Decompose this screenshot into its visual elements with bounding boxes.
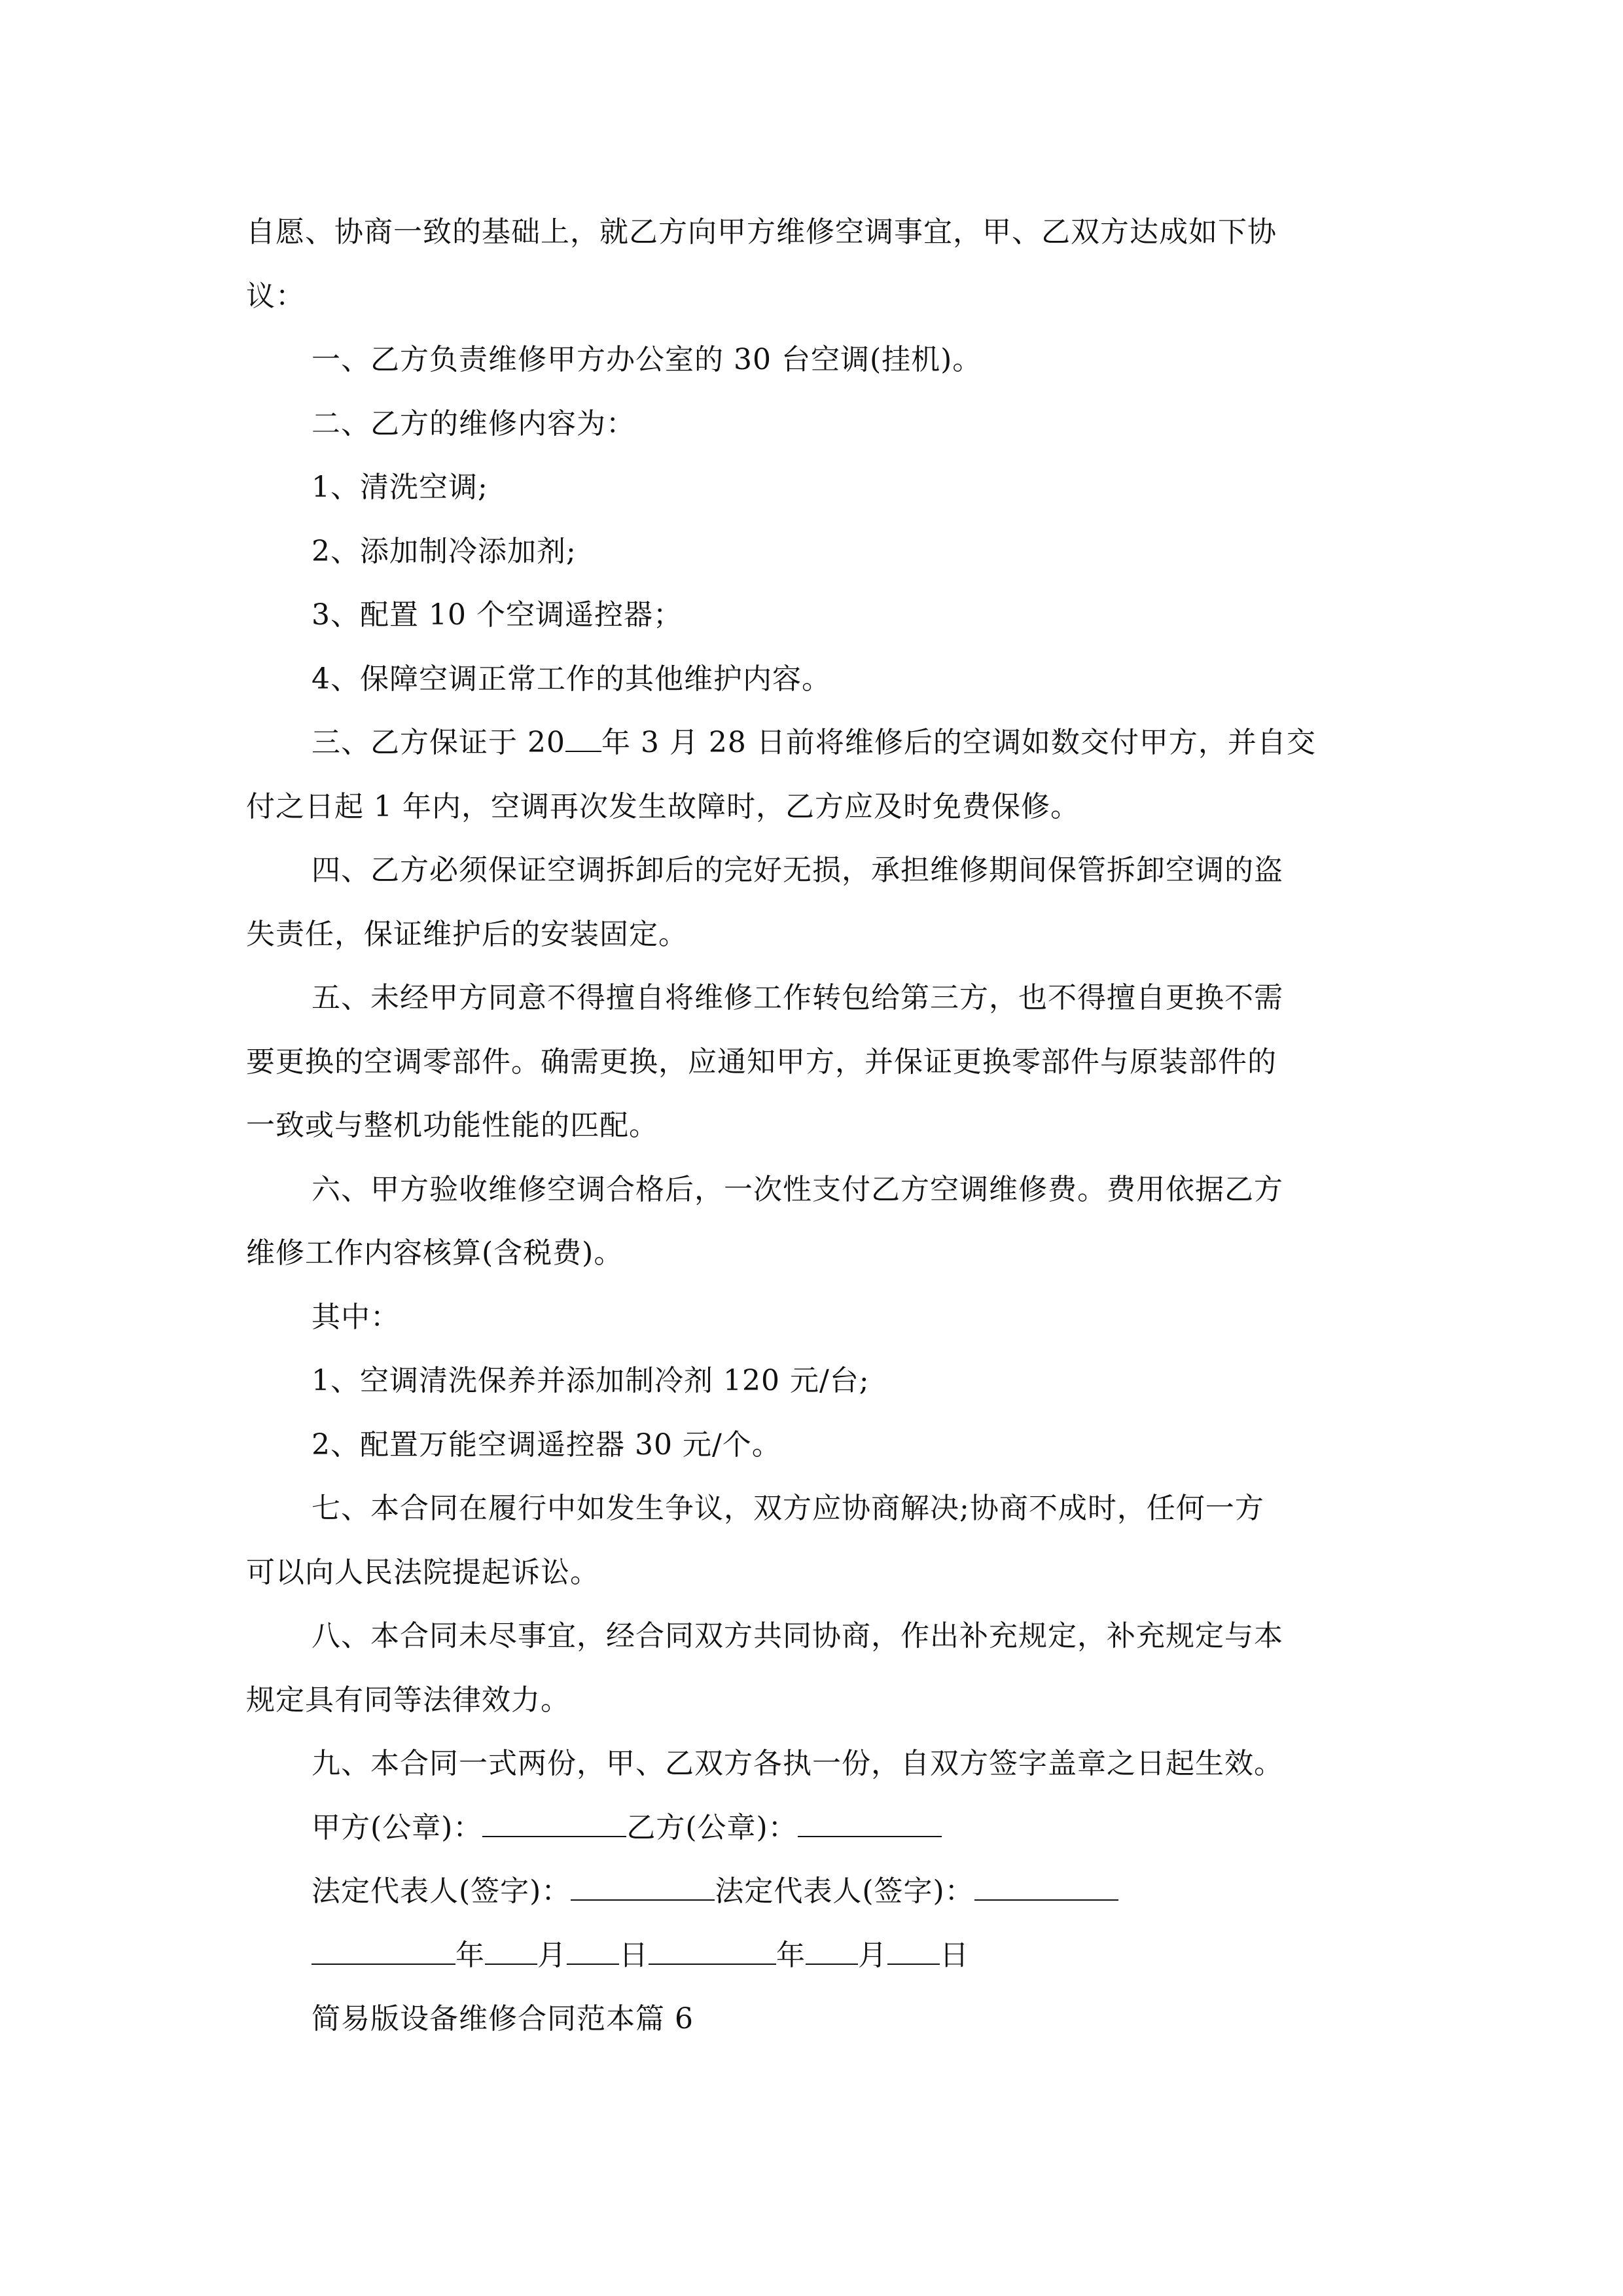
paragraph-line: 规定具有同等法律效力。 — [246, 1683, 570, 1717]
fee-item-1: 1、空调清洗保养并添加制冷剂 120 元/台; — [312, 1364, 870, 1397]
date-a-year-blank[interactable] — [312, 1933, 455, 1964]
year-blank — [565, 721, 601, 752]
rep-b-label: 法定代表人(签字)： — [715, 1874, 974, 1908]
clause-3 — [246, 711, 1398, 775]
clause-3-text-after: 年 3 月 28 日前将维修后的空调如数交付甲方，并自交 — [601, 726, 1316, 759]
clause-2-item-1: 1、清洗空调; — [312, 471, 488, 504]
date-a-day-blank[interactable] — [567, 1933, 619, 1964]
year-label: 年 — [455, 1938, 485, 1972]
clause-2-item-4: 4、保障空调正常工作的其他维护内容。 — [312, 662, 831, 696]
clause-6: 六、甲方验收维修空调合格后，一次性支付乙方空调维修费。费用依据乙方 — [312, 1172, 1283, 1206]
paragraph-line: 一致或与整机功能性能的匹配。 — [246, 1109, 658, 1142]
party-b-seal-label: 乙方(公章)： — [626, 1810, 798, 1844]
date-a-month-blank[interactable] — [485, 1933, 537, 1964]
paragraph-line: 要更换的空调零部件。确需更换，应通知甲方，并保证更换零部件与原装部件的 — [246, 1045, 1277, 1079]
clause-2: 二、乙方的维修内容为： — [312, 406, 635, 440]
fee-item-2: 2、配置万能空调遥控器 30 元/个。 — [312, 1427, 781, 1462]
seal-line — [246, 1796, 1398, 1860]
rep-a-label: 法定代表人(签字)： — [312, 1874, 571, 1908]
clause-3-text-before: 三、乙方保证于 20 — [312, 726, 565, 759]
next-section-title: 简易版设备维修合同范本篇 6 — [312, 2002, 694, 2036]
paragraph-line: 维修工作内容核算(含税费)。 — [246, 1236, 624, 1270]
clause-2-item-3: 3、配置 10 个空调遥控器； — [312, 598, 683, 632]
month-label: 月 — [858, 1938, 887, 1972]
day-label: 日 — [940, 1938, 969, 1972]
clause-1: 一、乙方负责维修甲方办公室的 30 台空调(挂机)。 — [312, 343, 982, 376]
rep-b-signature-blank[interactable] — [974, 1869, 1118, 1901]
paragraph-line: 失责任，保证维护后的安装固定。 — [246, 917, 688, 951]
paragraph-line: 可以向人民法院提起诉讼。 — [246, 1555, 599, 1589]
rep-a-signature-blank[interactable] — [571, 1869, 715, 1901]
party-b-seal-blank[interactable] — [798, 1805, 942, 1837]
document-body — [246, 200, 1398, 2051]
clause-2-item-2: 2、添加制冷添加剂; — [312, 534, 577, 568]
year-label: 年 — [776, 1938, 806, 1972]
date-b-year-blank[interactable] — [649, 1933, 776, 1964]
date-b-month-blank[interactable] — [806, 1933, 858, 1964]
clause-5: 五、未经甲方同意不得擅自将维修工作转包给第三方，也不得擅自更换不需 — [312, 981, 1283, 1014]
paragraph-line: 自愿、协商一致的基础上，就乙方向甲方维修空调事宜，甲、乙双方达成如下协 — [246, 215, 1277, 249]
paragraph-line: 付之日起 1 年内，空调再次发生故障时，乙方应及时免费保修。 — [246, 789, 1080, 823]
clause-4: 四、乙方必须保证空调拆卸后的完好无损，承担维修期间保管拆卸空调的盗 — [312, 853, 1283, 887]
fee-heading: 其中： — [312, 1300, 400, 1334]
party-a-seal-blank[interactable] — [482, 1805, 626, 1837]
clause-8: 八、本合同未尽事宜，经合同双方共同协商，作出补充规定，补充规定与本 — [312, 1619, 1283, 1653]
clause-9: 九、本合同一式两份，甲、乙双方各执一份，自双方签字盖章之日起生效。 — [312, 1747, 1283, 1780]
month-label: 月 — [537, 1938, 567, 1972]
representative-line — [246, 1859, 1398, 1924]
date-line — [246, 1924, 1398, 1988]
paragraph-line: 议： — [246, 279, 305, 313]
date-b-day-blank[interactable] — [887, 1933, 940, 1964]
clause-7: 七、本合同在履行中如发生争议，双方应协商解决;协商不成时，任何一方 — [312, 1492, 1264, 1525]
day-label: 日 — [619, 1938, 649, 1972]
party-a-seal-label: 甲方(公章)： — [312, 1810, 483, 1844]
